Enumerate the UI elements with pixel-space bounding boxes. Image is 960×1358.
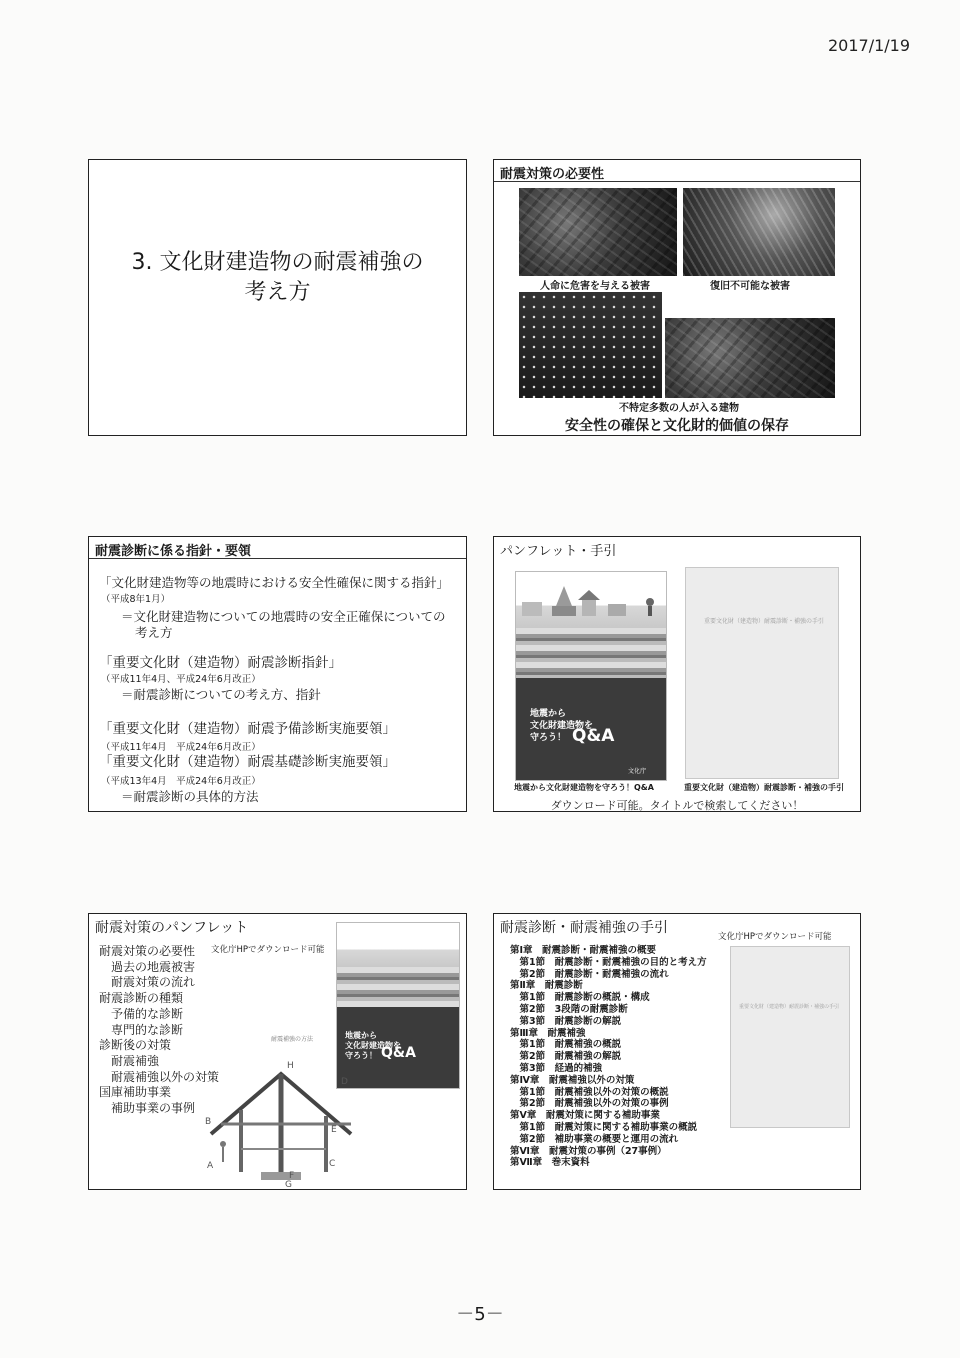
page-number: －5－	[456, 1304, 504, 1325]
cover-title-line2: 文化財建造物を	[530, 721, 594, 731]
label-h: H	[287, 1061, 294, 1071]
list-item: 耐震対策の流れ	[99, 975, 196, 990]
slide-title: 耐震診断・耐震補強の手引	[500, 920, 668, 936]
label-e: E	[331, 1125, 337, 1135]
slide-2-necessity	[493, 159, 861, 436]
damage-photo-collapse	[519, 188, 677, 276]
label-f: F	[289, 1171, 295, 1181]
slide-title: 耐震対策の必要性	[494, 160, 860, 182]
conclusion-text: 安全性の確保と文化財的価値の保存	[565, 418, 789, 434]
toc-item: 第1節 耐震補強の概説	[510, 1039, 622, 1051]
manual-cover	[685, 567, 839, 779]
slide-1-title	[88, 159, 467, 436]
section-title-line2: 考え方	[244, 280, 311, 305]
list-item: 耐震補強以外の対策	[99, 1069, 220, 1084]
castle-illustration	[516, 572, 666, 628]
caption-life-danger: 人命に危害を与える被害	[540, 281, 650, 292]
guideline-2-name: 「重要文化財（建造物）耐震診断指針」	[99, 655, 342, 671]
toc-item: 第Ⅳ章 耐震補強以外の対策	[510, 1074, 635, 1086]
toc-item: 第Ⅰ章 耐震診断・耐震補強の概要	[510, 945, 657, 956]
cover-qa-mark: Q&A	[381, 1045, 416, 1061]
diagram-title: 耐震補強の方法	[271, 1036, 314, 1043]
slide-6-manual-toc	[493, 913, 861, 1190]
guideline-4-desc: ＝耐震診断の具体的方法	[121, 789, 259, 804]
toc-item: 第3節 耐震診断の解説	[510, 1015, 622, 1027]
toc-item: 第2節 3段階の耐震診断	[510, 1003, 628, 1015]
toc-item: 第Ⅶ章 巻末資料	[510, 1157, 590, 1169]
manual-toc-list	[510, 945, 707, 1169]
toc-item: 第Ⅲ章 耐震補強	[510, 1027, 586, 1039]
label-a: A	[207, 1161, 214, 1171]
cover-title-line3: 守ろう！	[345, 1051, 377, 1060]
caption-irreparable: 復旧不可能な被害	[710, 281, 790, 292]
label-c: C	[329, 1159, 336, 1169]
cover-strata-bands	[337, 967, 459, 1007]
slide-5-pamphlet-contents	[88, 913, 467, 1190]
cover-dark-panel	[516, 678, 666, 780]
toc-item: 第1節 耐震診断・耐震補強の目的と考え方	[510, 956, 707, 968]
toc-item: 第2節 耐震補強以外の対策の事例	[510, 1098, 669, 1110]
cover-title-line1: 地震から	[530, 709, 567, 719]
cover-qa-mark: Q&A	[572, 726, 615, 746]
toc-item: 第Ⅵ章 耐震対策の事例（27事例）	[510, 1145, 667, 1157]
list-item: 予備的な診断	[99, 1006, 184, 1021]
slide-3-guidelines	[88, 536, 467, 812]
toc-item: 第2節 耐震補強の解説	[510, 1051, 622, 1063]
label-b: B	[205, 1117, 212, 1127]
list-item: 耐震診断の種類	[99, 991, 184, 1006]
toc-item: 第2節 耐震診断・耐震補強の流れ	[510, 968, 669, 980]
photo-hall-audience	[519, 292, 662, 398]
toc-item: 第3節 経過的補強	[510, 1062, 603, 1074]
list-item: 耐震対策の必要性	[99, 944, 196, 958]
damage-photo-ruin	[683, 188, 835, 276]
guideline-1-name: 「文化財建造物等の地震時における安全性確保に関する指針」	[99, 575, 450, 590]
caption-manual: 重要文化財（建造物）耐震診断・補強の手引	[684, 783, 844, 792]
label-g: G	[285, 1180, 292, 1189]
toc-item: 第1節 耐震補強以外の対策の概説	[510, 1086, 669, 1098]
section-title-line1: 3. 文化財建造物の耐震補強の	[131, 250, 424, 275]
guideline-1-date: （平成8年1月）	[101, 594, 171, 605]
guideline-2-date: （平成11年4月、平成24年6月改正）	[101, 674, 261, 685]
qa-pamphlet-cover	[515, 571, 667, 781]
cover-title-line3: 守ろう！	[530, 733, 567, 743]
download-note: 文化庁HPでダウンロード可能	[211, 945, 325, 955]
slide-title: パンフレット・手引	[500, 544, 617, 559]
list-item: 診断後の対策	[99, 1038, 172, 1053]
guideline-3-name: 「重要文化財（建造物）耐震予備診断実施要領」	[99, 721, 396, 737]
slide-title: 耐震対策のパンフレット	[95, 920, 249, 936]
photo-hall-interior	[665, 318, 835, 398]
list-item: 補助事業の事例	[99, 1101, 196, 1116]
list-item: 国庫補助事業	[99, 1085, 172, 1100]
cover-title-line2: 文化財建造物を	[345, 1041, 401, 1050]
reinforcement-diagram	[201, 1054, 376, 1189]
cover-townscape	[516, 572, 666, 628]
label-d: D	[341, 1077, 348, 1087]
section-title	[89, 248, 466, 308]
manual-cover	[730, 946, 850, 1128]
guideline-1-desc-cont: 考え方	[135, 625, 173, 640]
guideline-1-desc: ＝文化財建造物についての地震時の安全正確保についての	[121, 609, 446, 624]
guideline-2-desc: ＝耐震診断についての考え方、指針	[121, 687, 321, 702]
download-note: ダウンロード可能。タイトルで検索してください！	[550, 799, 804, 812]
toc-item: 第1節 耐震対策に関する補助事業の概説	[510, 1121, 698, 1133]
guideline-3-date: （平成11年4月 平成24年6月改正）	[101, 742, 261, 753]
toc-item: 第2節 補助事業の概要と運用の流れ	[510, 1133, 679, 1145]
toc-item: 第Ⅴ章 耐震対策に関する補助事業	[510, 1110, 660, 1122]
cover-title-line1: 地震から	[345, 1031, 377, 1040]
list-item: 専門的な診断	[99, 1022, 184, 1037]
list-item: 過去の地震被害	[99, 959, 196, 974]
download-note: 文化庁HPでダウンロード可能	[718, 932, 832, 942]
cover-townscape	[337, 923, 459, 967]
manual-cover-title: 重要文化財（建造物）耐震診断・補強の手引	[739, 1004, 840, 1010]
cover-publisher: 文化庁	[628, 768, 647, 775]
caption-qa-pamphlet: 地震から文化財建造物を守ろう！Q&A	[514, 783, 654, 792]
print-date: 2017/1/19	[828, 36, 911, 55]
toc-item: 第Ⅱ章 耐震診断	[510, 980, 583, 992]
slide-4-pamphlets	[493, 536, 861, 812]
list-item: 耐震補強	[99, 1053, 160, 1068]
caption-public-building: 不特定多数の人が入る建物	[619, 403, 739, 414]
guideline-4-date: （平成13年4月 平成24年6月改正）	[101, 776, 261, 787]
cover-strata-bands	[516, 628, 666, 678]
toc-item: 第1節 耐震診断の概説・構成	[510, 992, 650, 1004]
slide-title: 耐震診断に係る指針・要領	[89, 537, 466, 559]
manual-cover-title: 重要文化財（建造物）耐震診断・補強の手引	[704, 618, 825, 625]
guideline-4-name: 「重要文化財（建造物）耐震基礎診断実施要領」	[99, 754, 396, 770]
